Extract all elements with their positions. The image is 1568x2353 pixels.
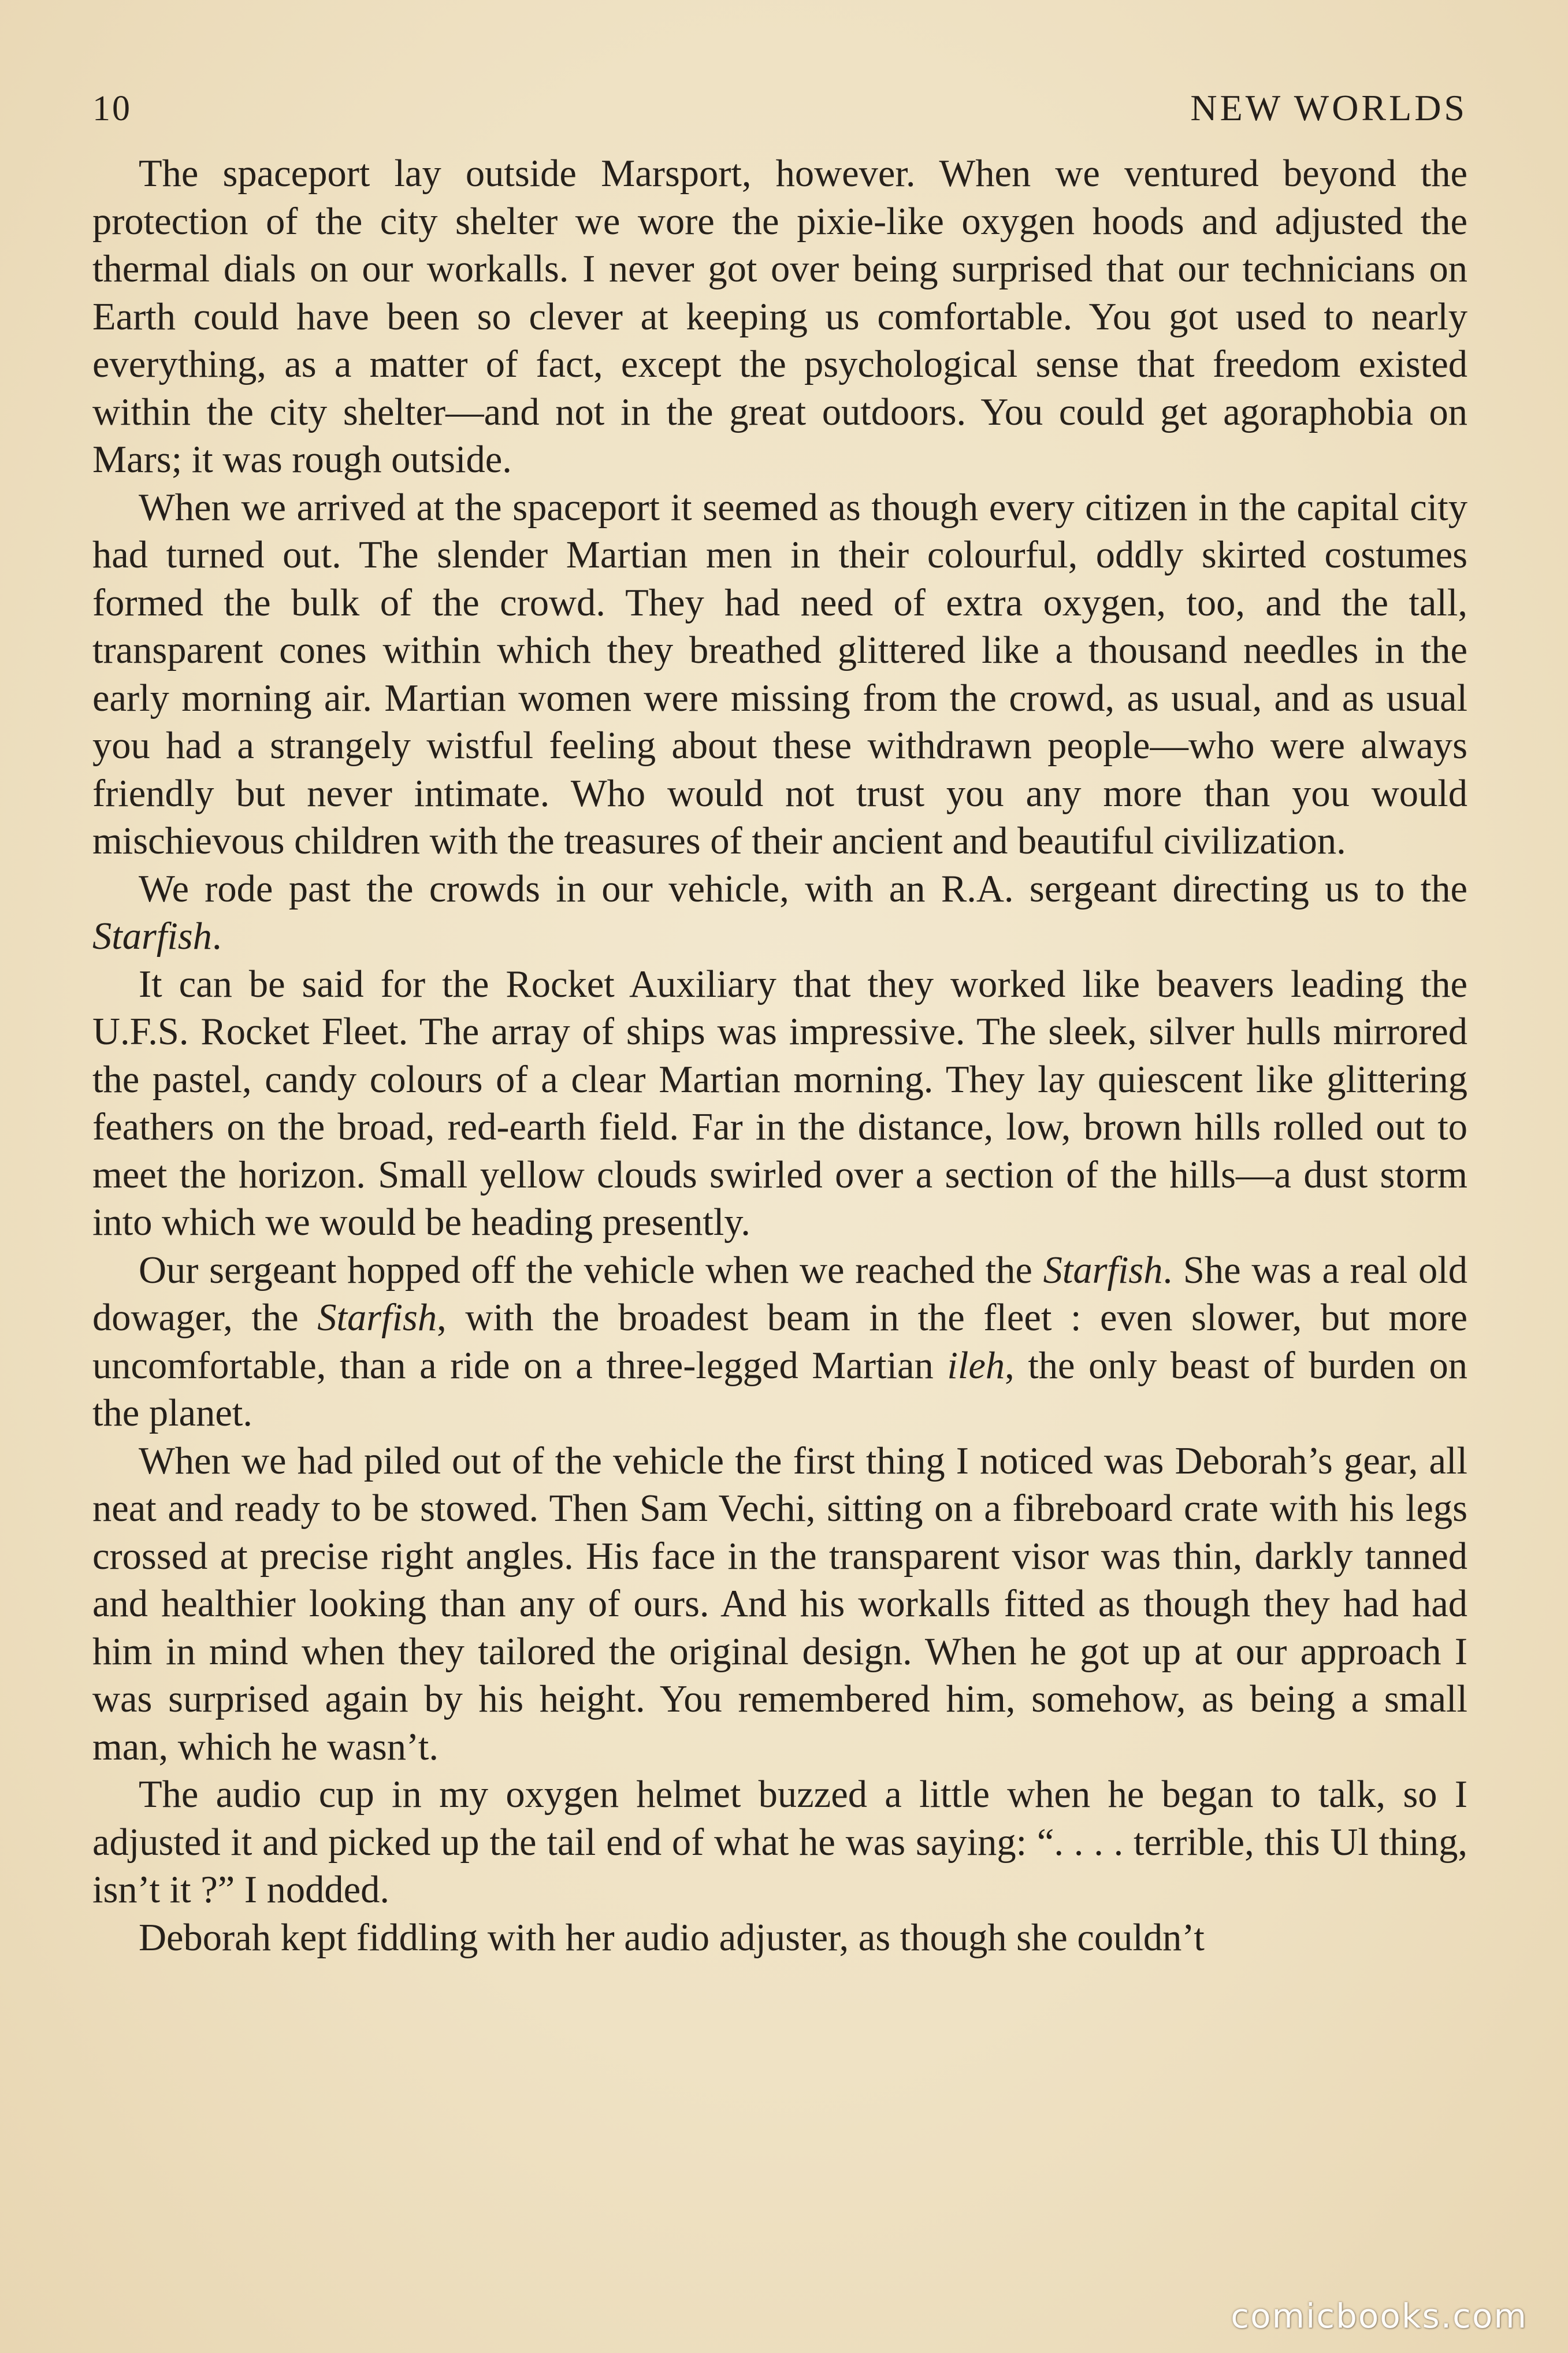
- paragraph: [92, 1247, 1467, 1438]
- watermark: comicbooks.com: [1231, 2296, 1528, 2336]
- paragraph: [92, 866, 1467, 961]
- paragraph-text: When we had piled out of the vehicle the first thing I noticed was Deborah’s gear, all neat and ready to be stowed. Then Sam Vechi, sitting on a fibreboard crate with his legs crossed at precise right angles. His face in the transparent visor was thin, darkly tanned and healthier looking than any of ours. And his workalls fitted as though they had had him in mind when they tailored the original design. When he got up at our approach I was surprised again by his height. You remembered him, somehow, as being a small man, which he wasn’t.: [92, 1439, 1467, 1768]
- italic-text: ileh: [947, 1344, 1005, 1387]
- italic-text: Starfish: [92, 915, 212, 957]
- paragraph-text: . She was a real old dowager, the: [92, 1249, 1467, 1339]
- paragraph: [92, 1914, 1467, 1962]
- italic-text: Starfish: [317, 1297, 437, 1339]
- paragraph: [92, 1771, 1467, 1914]
- body-text: [92, 150, 1467, 1962]
- paragraph-text: .: [211, 915, 222, 957]
- paragraph-text: The audio cup in my oxygen helmet buzzed a little when he began to talk, so I adjusted it and picked up the tail end of what he was saying: “. . . . terrible, this Ul thing, isn’t it ?” I nodded.: [92, 1773, 1467, 1911]
- paragraph-text: The spaceport lay outside Marsport, however. When we ventured beyond the protection of the city shelter we wore the pixie-like oxygen hoods and adjusted the thermal dials on our workalls. I never got over being surprised that our technicians on Earth could have been so clever at keeping us comfortable. You got used to nearly everything, as a matter of fact, except the psychological sense that freedom existed within the city shelter—and not in the great outdoors. You could get agoraphobia on Mars; it was rough outside.: [92, 153, 1467, 481]
- paragraph-text: When we arrived at the spaceport it seemed as though every citizen in the capital city had turned out. The slender Martian men in their colourful, oddly skirted costumes formed the bulk of the crowd. They had need of extra oxygen, too, and the tall, transparent cones within which they breathed glittered like a thousand needles in the early morning air. Martian women were missing from the crowd, as usual, and as usual you had a strangely wistful feeling about these withdrawn people—who were always friendly but never intimate. Who would not trust you any more than you would mischievous children with the treasures of their ancient and beautiful civilization.: [92, 486, 1467, 862]
- paragraph: [92, 484, 1467, 866]
- book-page: [92, 87, 1467, 2259]
- running-head: [92, 87, 1467, 150]
- paragraph-text: , the only beast of burden on the planet.: [92, 1344, 1467, 1434]
- paragraph-text: It can be said for the Rocket Auxiliary that they worked like beavers leading the U.F.S. Rocket Fleet. The array of ships was impressive. The sleek, silver hulls mirrored the pastel, candy colours of a clear Martian morning. They lay quiescent like glittering feathers on the broad, red-earth field. Far in the distance, low, brown hills rolled out to meet the horizon. Small yellow clouds swirled over a section of the hills—a dust storm into which we would be heading presently.: [92, 963, 1467, 1244]
- paragraph: [92, 961, 1467, 1247]
- italic-text: Starfish: [1043, 1249, 1163, 1291]
- page-number: 10: [92, 89, 132, 128]
- paragraph-text: We rode past the crowds in our vehicle, with an R.A. sergeant directing us to the: [139, 867, 1467, 910]
- paragraph-text: Our sergeant hopped off the vehicle when we reached the: [139, 1249, 1043, 1291]
- running-title: NEW WORLDS: [1190, 87, 1467, 128]
- paragraph-text: Deborah kept fiddling with her audio adjuster, as though she couldn’t: [139, 1916, 1205, 1959]
- paragraph: [92, 150, 1467, 484]
- paragraph-text: , with the broadest beam in the fleet : even slower, but more uncomfortable, than a ride on a three-legged Martian: [92, 1297, 1467, 1387]
- paragraph: [92, 1438, 1467, 1772]
